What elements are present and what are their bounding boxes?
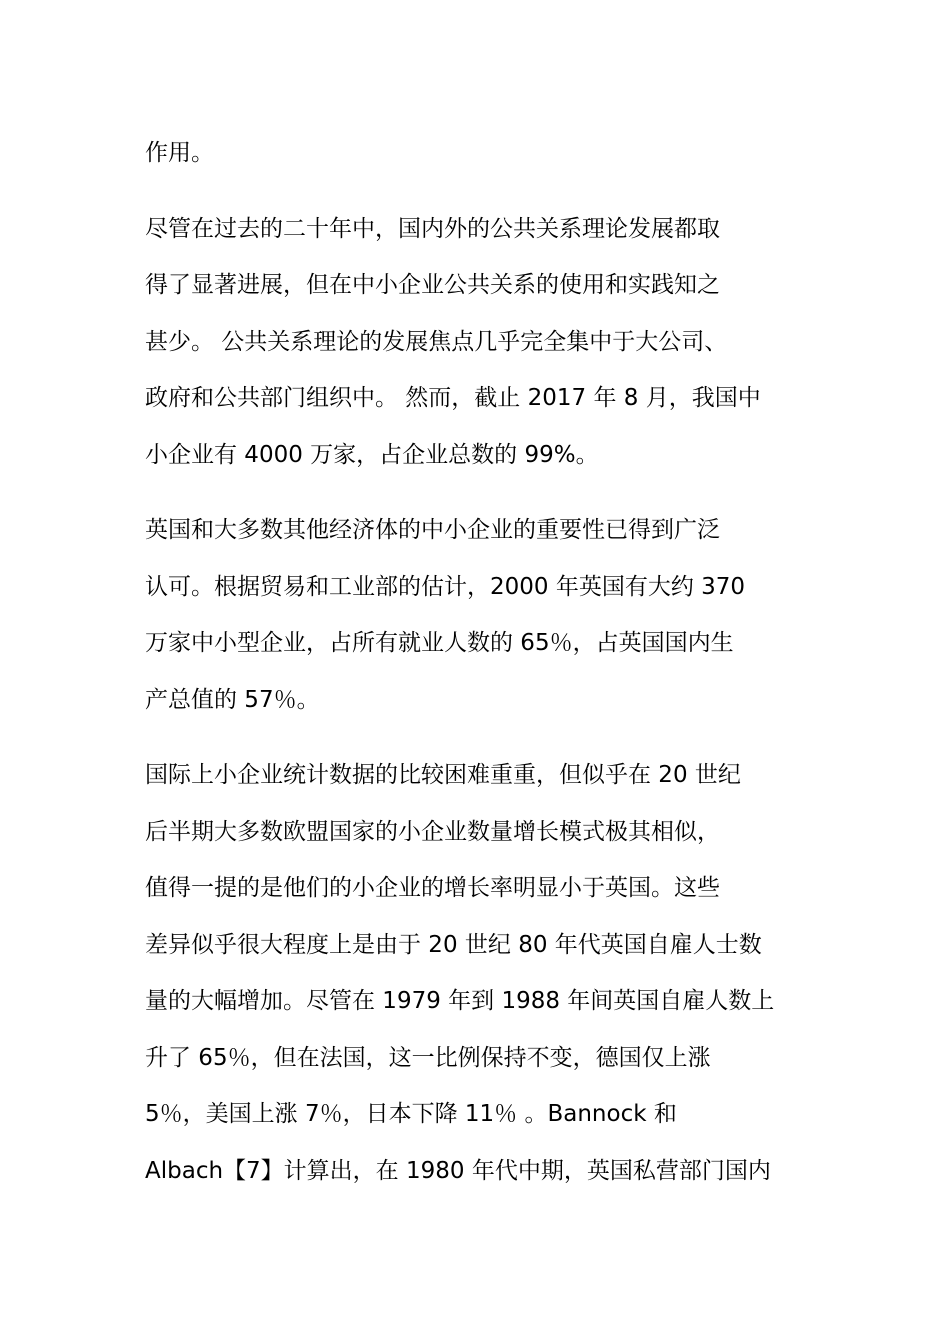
text-line: 后半期大多数欧盟国家的小企业数量增长模式极其相似，	[145, 818, 720, 845]
text-line: 政府和公共部门组织中。 然而，截止 2017 年 8 月，我国中	[145, 385, 761, 411]
text-line: 万家中小型企业，占所有就业人数的 65％，占英国国内生	[145, 630, 734, 656]
text-line: 小企业有 4000 万家，占企业总数的 99%。	[145, 441, 599, 468]
paragraph-3	[145, 502, 815, 728]
text-line: 5％，美国上涨 7％，日本下降 11％ 。Bannock 和	[145, 1101, 677, 1127]
text-line: 甚少。 公共关系理论的发展焦点几乎完全集中于大公司、	[145, 328, 728, 355]
text-line: 国际上小企业统计数据的比较困难重重，但似乎在 20 世纪	[145, 762, 741, 788]
text-line: 量的大幅增加。尽管在 1979 年到 1988 年间英国自雇人数上	[145, 988, 775, 1014]
paragraph-1	[145, 125, 815, 182]
text-line: 认可。根据贸易和工业部的估计，2000 年英国有大约 370	[145, 573, 746, 600]
text-line: 值得一提的是他们的小企业的增长率明显小于英国。这些	[145, 875, 720, 901]
text-line: 作用。	[145, 140, 214, 166]
text-line: 产总值的 57％。	[145, 686, 320, 713]
text-line: Albach【7】计算出，在 1980 年代中期，英国私营部门国内	[145, 1157, 771, 1184]
paragraph-4	[145, 747, 815, 1199]
text-line: 得了显著进展，但在中小企业公共关系的使用和实践知之	[145, 272, 720, 298]
text-line: 尽管在过去的二十年中，国内外的公共关系理论发展都取	[145, 215, 720, 242]
text-line: 英国和大多数其他经济体的中小企业的重要性已得到广泛	[145, 517, 720, 543]
paragraph-2	[145, 201, 815, 484]
text-line: 升了 65％，但在法国，这一比例保持不变，德国仅上涨	[145, 1044, 711, 1071]
text-line: 差异似乎很大程度上是由于 20 世纪 80 年代英国自雇人士数	[145, 931, 762, 958]
document-body	[145, 125, 815, 1218]
